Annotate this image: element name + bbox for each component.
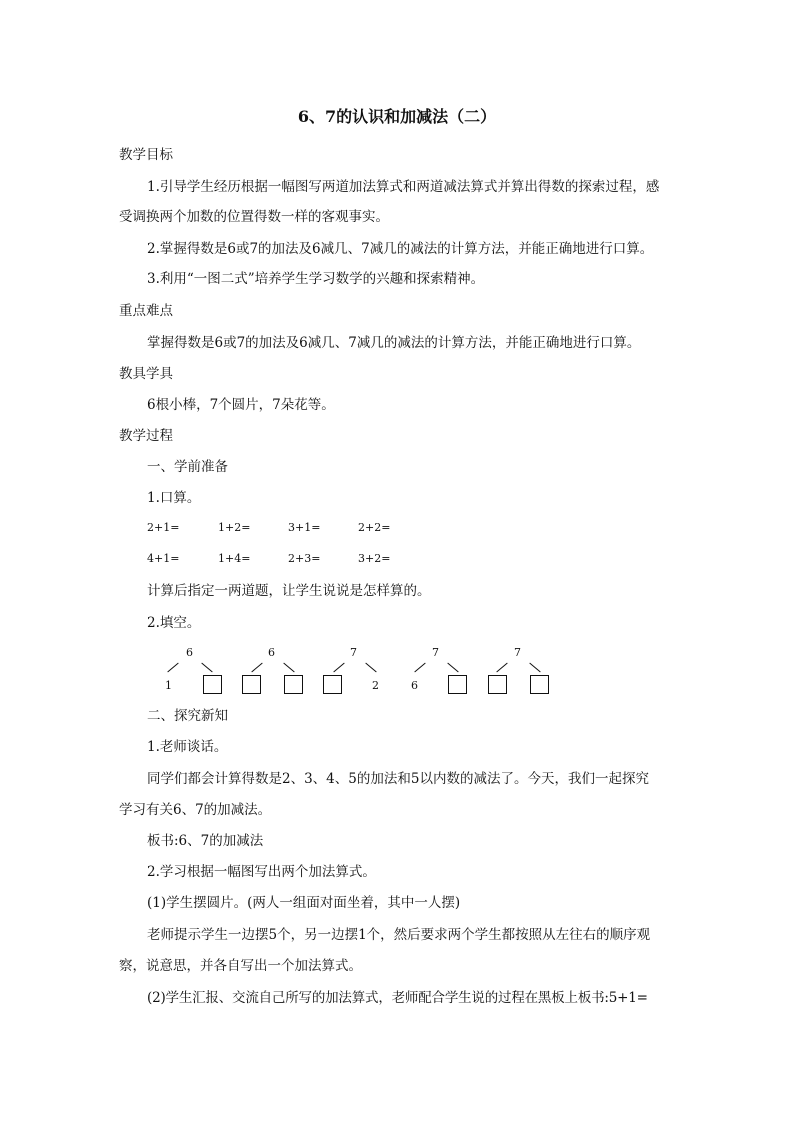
tree-top-number: 6 (186, 646, 193, 659)
tree-branch-right (447, 663, 458, 673)
tree-branch-right (529, 663, 540, 673)
oral-item: 2+3= (288, 552, 321, 565)
oral-item: 4+1= (147, 552, 180, 565)
answer-box[interactable] (203, 675, 222, 694)
oral-heading: 1.口算。 (147, 490, 201, 506)
tree-branch-left (167, 663, 178, 673)
oral-item: 3+2= (358, 552, 391, 565)
tree-branch-right (283, 663, 294, 673)
oral-item: 2+1= (147, 521, 180, 534)
tree-branch-left (333, 663, 344, 673)
page-title: 6、7的认识和加减法（二） (297, 107, 497, 126)
tools-text: 6根小棒，7个圆片，7朵花等。 (147, 397, 335, 413)
tree-top-number: 6 (268, 646, 275, 659)
answer-box[interactable] (323, 675, 342, 694)
talk-line-2: 学习有关6、7的加减法。 (119, 802, 272, 818)
tree-branch-left (251, 663, 262, 673)
answer-box[interactable] (530, 675, 549, 694)
answer-box[interactable] (242, 675, 261, 694)
step-1-line-2: 察，说意思，并各自写出一个加法算式。 (119, 958, 362, 974)
part-2-heading: 二、探究新知 (147, 708, 228, 724)
part-1-heading: 一、学前准备 (147, 459, 228, 475)
answer-box[interactable] (284, 675, 303, 694)
goal-1-line-2: 受调换两个加数的位置得数一样的客观事实。 (119, 209, 389, 225)
oral-item: 3+1= (288, 521, 321, 534)
oral-note: 计算后指定一两道题，让学生说说是怎样算的。 (147, 583, 431, 599)
tools-heading: 教具学具 (119, 366, 173, 382)
tree-branch-right (365, 663, 376, 673)
tree-top-number: 7 (514, 646, 521, 659)
goal-3: 3.利用“一图二式”培养学生学习数学的兴趣和探索精神。 (147, 271, 485, 287)
goals-heading: 教学目标 (119, 147, 173, 163)
fill-heading: 2.填空。 (147, 615, 201, 631)
goal-1-line-1: 1.引导学生经历根据一幅图写两道加法算式和两道减法算式并算出得数的探索过程，感 (147, 179, 660, 195)
tree-left-number: 6 (411, 679, 418, 692)
goal-2: 2.掌握得数是6或7的加法及6减几、7减几的减法的计算方法，并能正确地进行口算。 (147, 241, 654, 257)
tree-left-number: 1 (165, 679, 172, 692)
board-note: 板书:6、7的加减法 (147, 833, 264, 849)
step-1: (1)学生摆圆片。(两人一组面对面坐着，其中一人摆) (147, 895, 461, 911)
learn-heading: 2.学习根据一幅图写出两个加法算式。 (147, 864, 376, 880)
oral-item: 1+4= (218, 552, 251, 565)
oral-item: 1+2= (218, 521, 251, 534)
tree-top-number: 7 (350, 646, 357, 659)
tree-top-number: 7 (432, 646, 439, 659)
answer-box[interactable] (488, 675, 507, 694)
tree-right-number: 2 (372, 679, 379, 692)
key-text: 掌握得数是6或7的加法及6减几、7减几的减法的计算方法，并能正确地进行口算。 (147, 335, 641, 351)
oral-item: 2+2= (358, 521, 391, 534)
answer-box[interactable] (448, 675, 467, 694)
step-1-line-1: 老师提示学生一边摆5个，另一边摆1个，然后要求两个学生都按照从左往右的顺序观 (147, 927, 651, 943)
tree-branch-left (414, 663, 425, 673)
talk-heading: 1.老师谈话。 (147, 739, 228, 755)
tree-branch-left (496, 663, 507, 673)
step-2: (2)学生汇报、交流自己所写的加法算式，老师配合学生说的过程在黑板上板书:5+1= (147, 990, 648, 1006)
process-heading: 教学过程 (119, 428, 173, 444)
tree-branch-right (201, 663, 212, 673)
talk-line-1: 同学们都会计算得数是2、3、4、5的加法和5以内数的减法了。今天，我们一起探究 (147, 771, 649, 787)
key-heading: 重点难点 (119, 303, 173, 319)
